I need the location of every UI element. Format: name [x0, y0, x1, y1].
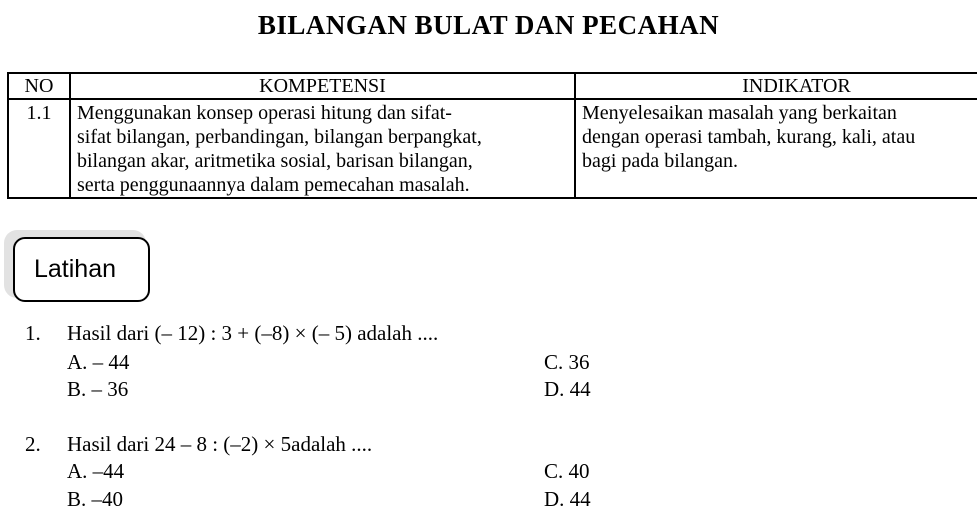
kompetensi-line: sifat bilangan, perbandingan, bilangan berpangkat,	[77, 126, 482, 148]
kompetensi-line: bilangan akar, aritmetika sosial, barisan bilangan,	[77, 150, 473, 172]
question-number: 2.	[25, 432, 41, 456]
option-b: B. – 36	[67, 377, 129, 401]
option-c: C. 36	[544, 350, 590, 374]
page-title: BILANGAN BULAT DAN PECAHAN	[257, 10, 720, 40]
option-d: D. 44	[544, 487, 591, 511]
question-text: Hasil dari (– 12) : 3 + (–8) × (– 5) adalah ....	[67, 321, 439, 345]
table-row	[8, 99, 977, 198]
latihan-label-text: Latihan	[34, 255, 117, 283]
indikator-line: dengan operasi tambah, kurang, kali, atau	[582, 126, 916, 148]
option-a: A. – 44	[67, 350, 130, 374]
option-a: A. –44	[67, 459, 125, 483]
kompetensi-cell	[70, 99, 575, 198]
indikator-cell	[575, 99, 977, 198]
latihan-section-label	[13, 237, 150, 302]
header-no: NO	[8, 73, 70, 99]
question-text: Hasil dari 24 – 8 : (–2) × 5adalah ....	[67, 432, 373, 456]
header-kompetensi: KOMPETENSI	[70, 73, 575, 99]
kompetensi-line: Menggunakan konsep operasi hitung dan sifat-	[77, 102, 452, 124]
table-header-row	[8, 73, 977, 99]
kompetensi-line: serta penggunaannya dalam pemecahan masalah.	[77, 174, 470, 196]
question-number: 1.	[25, 321, 41, 345]
header-indikator: INDIKATOR	[575, 73, 977, 99]
competency-table	[7, 72, 977, 199]
option-c: C. 40	[544, 459, 590, 483]
option-d: D. 44	[544, 377, 591, 401]
row-number: 1.1	[8, 99, 70, 198]
indikator-line: Menyelesaikan masalah yang berkaitan	[582, 102, 897, 124]
option-b: B. –40	[67, 487, 124, 511]
indikator-line: bagi pada bilangan.	[582, 150, 739, 172]
